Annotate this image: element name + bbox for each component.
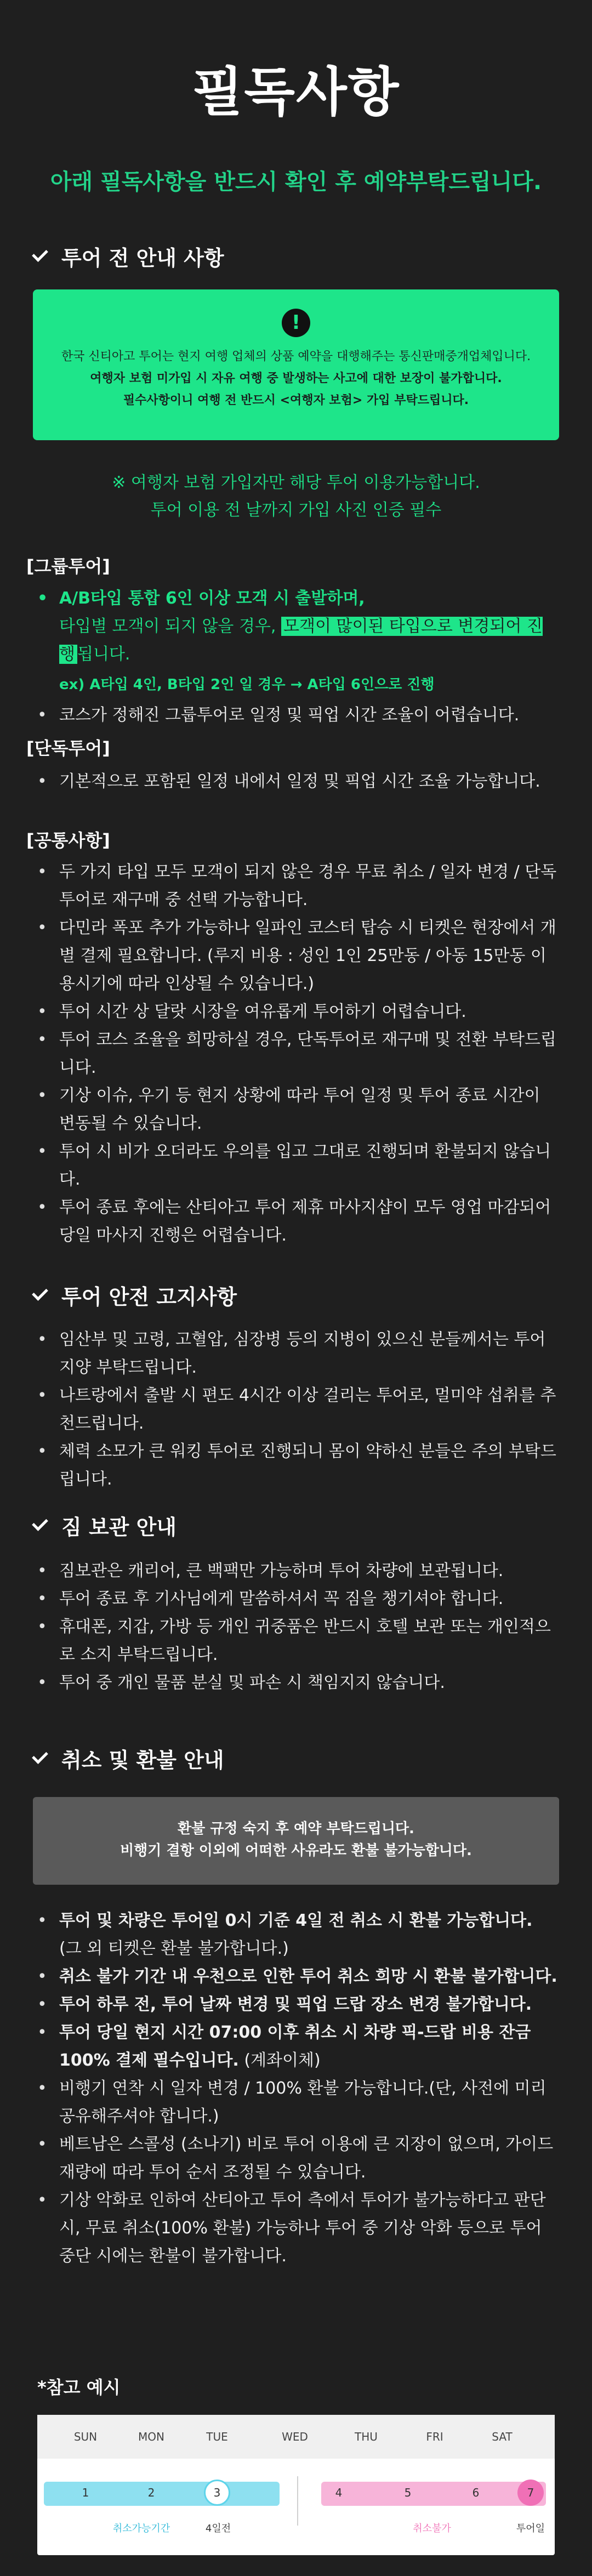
list-item: • 다민라 폭포 추가 가능하나 일파인 코스터 탑승 시 티켓은 현장에서 개별 결제 필요합니다. (루지 비용 : 성인 1인 25만동 / 아동 15만동 이용시기에 따라 인상될 수 있습니다.) [37, 914, 558, 998]
insurance-note-2: 투어 이용 전 날까지 가입 사진 인증 필수 [150, 501, 442, 520]
refund-box-line-2: 비행기 결항 이외에 어떠한 사유라도 환불 불가능합니다. [120, 1843, 472, 1859]
refund-heading [33, 1743, 224, 1773]
luggage-heading [33, 1510, 177, 1540]
list-item: • 두 가지 타입 모두 모객이 되지 않은 경우 무료 취소 / 일자 변경 / 단독투어로 재구매 중 선택 가능합니다. [37, 858, 558, 914]
list-item: • 기상 이슈, 우기 등 현지 상황에 따라 투어 일정 및 투어 종료 시간이 변동될 수 있습니다. [37, 1082, 558, 1138]
refund-box-line-1: 환불 규정 숙지 후 예약 부탁드립니다. [178, 1821, 414, 1837]
day-6: 6 [472, 2486, 480, 2499]
list-item: • A/B타입 통합 6인 이상 모객 시 출발하며, [37, 584, 558, 612]
list-item: • 휴대폰, 지갑, 가방 등 개인 귀중품은 반드시 호텔 보관 또는 개인적으로 소지 부탁드립니다. [37, 1613, 558, 1669]
caption-cancel-available: 취소가능기간 [112, 2523, 170, 2534]
list-item: • 투어 시간 상 달랏 시장을 여유롭게 투어하기 어렵습니다. [37, 998, 558, 1026]
day-1: 1 [82, 2486, 89, 2499]
list-item: • 코스가 정해진 그룹투어로 일정 및 픽업 시간 조율이 어렵습니다. [37, 701, 558, 729]
pre-tour-heading [33, 241, 224, 271]
calendar-divider [297, 2476, 298, 2526]
day-2: 2 [147, 2486, 155, 2499]
list-item: • 투어 당일 현지 시간 07:00 이후 취소 시 차량 픽-드랍 비용 잔금 100% 결제 필수입니다. (계좌이체) [37, 2018, 558, 2074]
common-label: [공통사항] [26, 830, 110, 851]
list-item: • 비행기 연착 시 일자 변경 / 100% 환불 가능합니다.(단, 사전에 미리 공유해주셔야 합니다.) [37, 2074, 558, 2130]
list-item: • 기상 악화로 인하여 산티아고 투어 측에서 투어가 불가능하다고 판단 시, 무료 취소(100% 환불) 가능하나 투어 중 기상 악화 등으로 투어 중단 시에는 환불이 불가합니다. [37, 2186, 558, 2270]
list-item: • 투어 중 개인 물품 분실 및 파손 시 책임지지 않습니다. [37, 1669, 558, 1697]
safety-list [37, 1326, 558, 1493]
list-item: • 체력 소모가 큰 워킹 투어로 진행되니 몸이 약하신 분들은 주의 부탁드립니다. [37, 1437, 558, 1493]
day-7: 7 [517, 2480, 544, 2506]
check-icon [32, 1284, 48, 1301]
day-5: 5 [404, 2486, 412, 2499]
weekday-thu: THU [355, 2430, 378, 2443]
weekday-tue: TUE [206, 2430, 228, 2443]
common-list [37, 858, 558, 1249]
weekday-wed: WED [282, 2430, 308, 2443]
insurance-note: ※ 여행자 보험 가입자만 해당 투어 이용가능합니다. [112, 473, 480, 492]
safety-heading-text: 투어 안전 고지사항 [61, 1285, 237, 1309]
check-icon [32, 1515, 48, 1531]
list-item: • 투어 하루 전, 투어 날짜 변경 및 픽업 드랍 장소 변경 불가합니다. [37, 1991, 558, 2018]
notice-line-1: 한국 신티아고 투어는 현지 여행 업체의 상품 예약을 대행해주는 통신판매중개업체입니다. [61, 350, 531, 363]
weekday-sat: SAT [492, 2430, 513, 2443]
list-item: • 나트랑에서 출발 시 편도 4시간 이상 걸리는 투어로, 멀미약 섭취를 추천드립니다. [37, 1381, 558, 1437]
luggage-heading-text: 짐 보관 안내 [61, 1515, 177, 1539]
group-tour-label: [그룹투어] [26, 556, 110, 577]
safety-heading [33, 1280, 237, 1310]
refund-heading-text: 취소 및 환불 안내 [61, 1748, 224, 1772]
list-item: • 투어 시 비가 오더라도 우의를 입고 그대로 진행되며 환불되지 않습니다. [37, 1138, 558, 1193]
pre-tour-heading-text: 투어 전 안내 사항 [61, 246, 224, 270]
list-item: 타입별 모객이 되지 않을 경우, 모객이 많이된 타입으로 변경되어 진행 됩니다. [59, 617, 543, 664]
list-item: ex) A타입 4인, B타입 2인 일 경우 → A타입 6인으로 진행 [59, 676, 435, 693]
reference-calendar [37, 2415, 555, 2555]
list-item: • 짐보관은 캐리어, 큰 백팩만 가능하며 투어 차량에 보관됩니다. [37, 1557, 558, 1585]
caption-cancel-unavailable: 취소불가 [413, 2523, 451, 2534]
day-4: 4 [335, 2486, 343, 2499]
list-item: • 취소 불가 기간 내 우천으로 인한 투어 취소 희망 시 환불 불가합니다. [37, 1963, 558, 1991]
list-item: • 투어 및 차량은 투어일 0시 기준 4일 전 취소 시 환불 가능합니다. (그 외 티켓은 환불 불가합니다.) [37, 1907, 558, 1963]
private-tour-label: [단독투어] [26, 738, 110, 759]
list-item: • 기본적으로 포함된 일정 내에서 일정 및 픽업 시간 조율 가능합니다. [37, 767, 558, 795]
check-icon [32, 246, 48, 262]
refund-list [37, 1907, 558, 2270]
alert-icon: ! [282, 309, 310, 337]
page-subtitle: 아래 필독사항을 반드시 확인 후 예약부탁드립니다. [50, 169, 542, 195]
reference-heading: *참고 예시 [37, 2377, 121, 2398]
refund-notice-box [33, 1797, 559, 1885]
list-item: • 투어 종료 후 기사님에게 말씀하셔서 꼭 짐을 챙기셔야 합니다. [37, 1585, 558, 1613]
page-title: 필독사항 [192, 61, 400, 123]
notice-line-2: 여행자 보험 미가입 시 자유 여행 중 발생하는 사고에 대한 보장이 불가합니다. [90, 372, 502, 385]
caption-4-days-before: 4일전 [205, 2523, 231, 2534]
day-3: 3 [204, 2480, 230, 2506]
list-item: • 임산부 및 고령, 고혈압, 심장병 등의 지병이 있으신 분들께서는 투어 지양 부탁드립니다. [37, 1326, 558, 1381]
list-item: • 베트남은 스콜성 (소나기) 비로 투어 이용에 큰 지장이 없으며, 가이드 재량에 따라 투어 순서 조정될 수 있습니다. [37, 2130, 558, 2186]
weekday-sun: SUN [73, 2430, 98, 2443]
caption-tour-day: 투어일 [516, 2523, 545, 2534]
private-tour-list [37, 767, 558, 795]
check-icon [32, 1748, 48, 1764]
group-tour-list [37, 584, 558, 729]
calendar-weekday-row [37, 2415, 555, 2459]
weekday-mon: MON [138, 2430, 164, 2443]
list-item: • 투어 종료 후에는 산티아고 투어 제휴 마사지샵이 모두 영업 마감되어 당일 마사지 진행은 어렵습니다. [37, 1193, 558, 1249]
notice-line-3: 필수사항이니 여행 전 반드시 <여행자 보험> 가입 부탁드립니다. [123, 394, 469, 407]
luggage-list [37, 1557, 558, 1697]
cancel-unavailable-bar [321, 2482, 546, 2506]
pre-tour-notice-box [33, 289, 559, 440]
weekday-fri: FRI [426, 2430, 443, 2443]
highlight-text: 모객이 많이된 타입으로 변경되어 진행 [59, 617, 543, 664]
list-item: • 투어 코스 조율을 희망하실 경우, 단독투어로 재구매 및 전환 부탁드립니다. [37, 1026, 558, 1082]
